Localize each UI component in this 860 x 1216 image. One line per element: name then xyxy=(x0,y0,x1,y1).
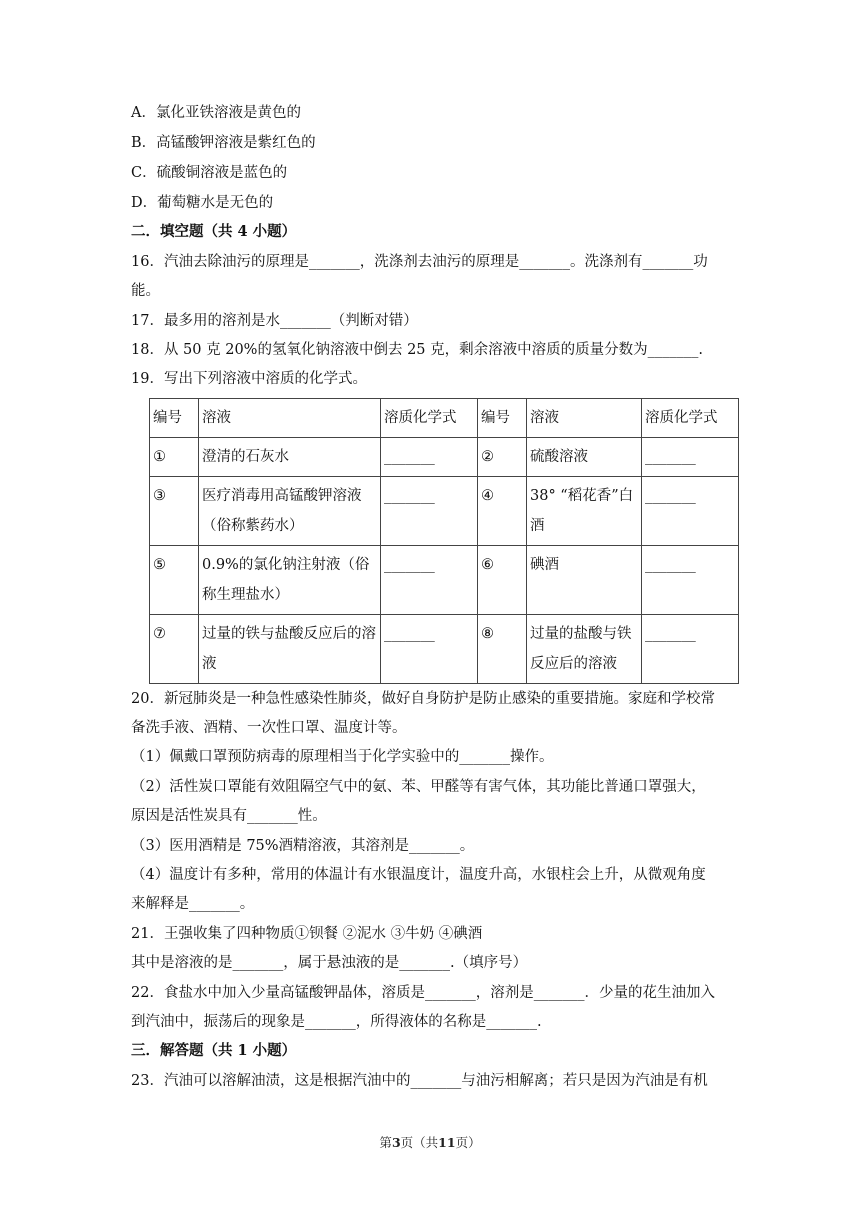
question-23-line-1: 23．汽油可以溶解油渍，这是根据汽油中的_______与油污相解离；若只是因为汽油是有机 xyxy=(131,1073,708,1089)
question-19: 19．写出下列溶液中溶质的化学式。 xyxy=(131,371,367,387)
table-cell: ⑧ xyxy=(478,615,527,684)
option-a: A．氯化亚铁溶液是黄色的 xyxy=(131,105,301,121)
table-header-row xyxy=(150,399,739,438)
question-20-part-2-line-1: （2）活性炭口罩能有效阻隔空气中的氨、苯、甲醛等有害气体，其功能比普通口罩强大， xyxy=(131,779,706,795)
table-row xyxy=(150,615,739,684)
option-d: D．葡萄糖水是无色的 xyxy=(131,195,274,211)
table-cell: _______ xyxy=(642,546,739,615)
table-row xyxy=(150,477,739,546)
question-22-line-2: 到汽油中，振荡后的现象是_______，所得液体的名称是_______. xyxy=(131,1014,542,1030)
footer-suffix: 页） xyxy=(455,1135,481,1150)
table-cell: 0.9%的氯化钠注射液（俗称生理盐水） xyxy=(199,546,381,615)
footer-total-pages: 11 xyxy=(438,1135,456,1150)
question-20-part-3: （3）医用酒精是 75%酒精溶液，其溶剂是_______。 xyxy=(131,838,475,854)
footer-prefix: 第 xyxy=(379,1135,392,1150)
table-cell: ③ xyxy=(150,477,199,546)
table-header: 溶液 xyxy=(199,399,381,438)
solute-table xyxy=(149,398,739,684)
question-20-part-4-line-1: （4）温度计有多种，常用的体温计有水银温度计，温度升高，水银柱会上升，从微观角度 xyxy=(131,867,706,883)
question-20-part-1: （1）佩戴口罩预防病毒的原理相当于化学实验中的_______操作。 xyxy=(131,749,554,765)
table-header: 编号 xyxy=(478,399,527,438)
question-22-line-1: 22．食盐水中加入少量高锰酸钾晶体，溶质是_______，溶剂是_______．少量的花生油加入 xyxy=(131,985,715,1001)
question-17: 17．最多用的溶剂是水_______（判断对错） xyxy=(131,313,418,329)
question-16-line-2: 能。 xyxy=(131,283,160,299)
table-cell: _______ xyxy=(642,477,739,546)
question-20-line-2: 备洗手液、酒精、一次性口罩、温度计等。 xyxy=(131,720,407,736)
table-cell: 碘酒 xyxy=(527,546,642,615)
table-header: 溶液 xyxy=(527,399,642,438)
table-cell: _______ xyxy=(381,477,478,546)
table-cell: _______ xyxy=(642,615,739,684)
table-cell: ④ xyxy=(478,477,527,546)
option-b: B．高锰酸钾溶液是紫红色的 xyxy=(131,135,316,151)
table-header: 溶质化学式 xyxy=(381,399,478,438)
section-2-title: 二．填空题（共 4 小题） xyxy=(131,223,297,240)
question-20-part-2-line-2: 原因是活性炭具有_______性。 xyxy=(131,808,327,824)
table-cell: 过量的铁与盐酸反应后的溶液 xyxy=(199,615,381,684)
table-cell: 过量的盐酸与铁反应后的溶液 xyxy=(527,615,642,684)
question-20-line-1: 20．新冠肺炎是一种急性感染性肺炎，做好自身防护是防止感染的重要措施。家庭和学校常 xyxy=(131,691,715,707)
table-cell: _______ xyxy=(381,615,478,684)
table-cell: ② xyxy=(478,438,527,477)
table-cell: _______ xyxy=(381,438,478,477)
table-row xyxy=(150,546,739,615)
table-row xyxy=(150,438,739,477)
table-cell: ⑦ xyxy=(150,615,199,684)
table-cell: _______ xyxy=(642,438,739,477)
question-21-line-1: 21．王强收集了四种物质①钡餐 ②泥水 ③牛奶 ④碘酒 xyxy=(131,926,483,942)
table-cell: ① xyxy=(150,438,199,477)
footer-mid: 页（共 xyxy=(400,1135,439,1150)
table-cell: 澄清的石灰水 xyxy=(199,438,381,477)
table-header: 编号 xyxy=(150,399,199,438)
question-21-line-2: 其中是溶液的是_______，属于悬浊液的是_______.（填序号） xyxy=(131,955,528,971)
question-16-line-1: 16．汽油去除油污的原理是_______，洗涤剂去油污的原理是_______。洗涤剂有_______功 xyxy=(131,254,708,270)
table-header: 溶质化学式 xyxy=(642,399,739,438)
footer-page-number: 3 xyxy=(391,1135,401,1150)
question-20-part-4-line-2: 来解释是_______。 xyxy=(131,896,255,912)
question-18: 18．从 50 克 20%的氢氧化钠溶液中倒去 25 克，剩余溶液中溶质的质量分数为_______. xyxy=(131,342,703,358)
table-cell: ⑤ xyxy=(150,546,199,615)
table-cell: 硫酸溶液 xyxy=(527,438,642,477)
option-c: C．硫酸铜溶液是蓝色的 xyxy=(131,165,288,181)
page-footer xyxy=(0,1133,860,1151)
table-cell: 38° “稻花香”白酒 xyxy=(527,477,642,546)
table-cell: ⑥ xyxy=(478,546,527,615)
section-3-title: 三．解答题（共 1 小题） xyxy=(131,1042,297,1059)
table-cell: 医疗消毒用高锰酸钾溶液（俗称紫药水） xyxy=(199,477,381,546)
table-cell: _______ xyxy=(381,546,478,615)
